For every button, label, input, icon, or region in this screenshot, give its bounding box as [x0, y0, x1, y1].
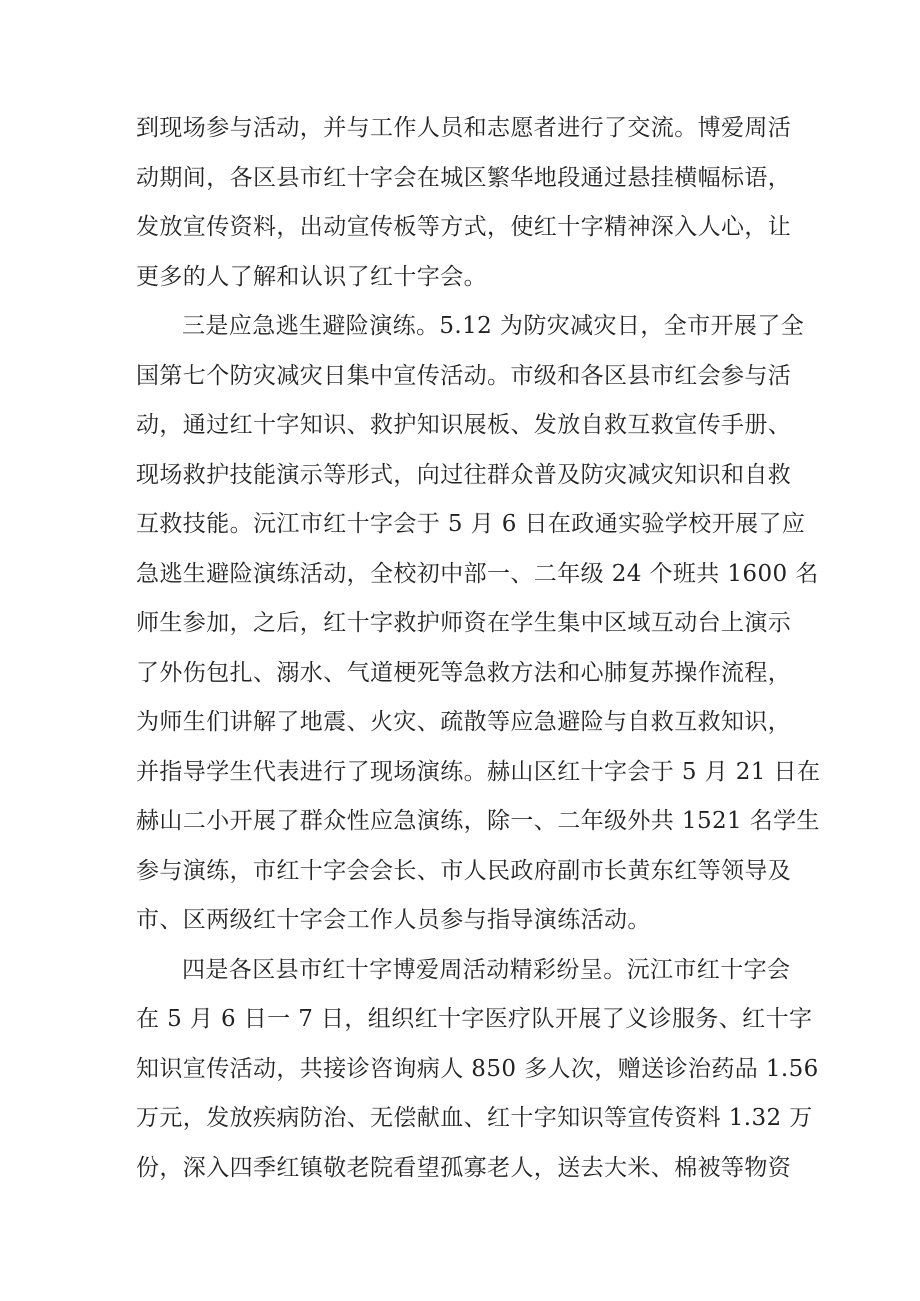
paragraph [136, 302, 821, 946]
text-line: 为师生们讲解了地震、火灾、疏散等应急避险与自救互救知识， [136, 709, 792, 735]
text-line: 市、区两级红十字会工作人员参与指导演练活动。 [136, 907, 651, 933]
document-body [136, 104, 821, 1193]
paragraph [136, 104, 790, 302]
text-line: 三是应急逃生避险演练。5.12 为防灾减灾日，全市开展了全 [182, 313, 805, 339]
text-line: 四是各区县市红十字博爱周活动精彩纷呈。沅江市红十字会 [182, 956, 791, 983]
text-line: 了外伤包扎、溺水、气道梗死等急救方法和心肺复苏操作流程， [136, 659, 792, 686]
paragraph [136, 946, 819, 1194]
text-line: 急逃生避险演练活动，全校初中部一、二年级 24 个班共 1600 名 [136, 560, 819, 587]
text-line: 知识宣传活动，共接诊咨询病人 850 多人次，赠送诊治药品 1.56 [136, 1055, 819, 1082]
text-line: 参与演练，市红十字会会长、市人民政府副市长黄东红等领导及 [136, 857, 792, 884]
text-line: 师生参加，之后，红十字救护师资在学生集中区域互动台上演示 [136, 610, 792, 636]
text-line: 更多的人了解和认识了红十字会。 [136, 263, 487, 290]
text-line: 互救技能。沅江市红十字会于 5 月 6 日在政通实验学校开展了应 [136, 511, 806, 537]
text-line: 赫山二小开展了群众性应急演练，除一、二年级外共 1521 名学生 [136, 808, 820, 834]
text-line: 国第七个防灾减灾日集中宣传活动。市级和各区县市红会参与活 [136, 362, 792, 389]
text-line: 并指导学生代表进行了现场演练。赫山区红十字会于 5 月 21 日在 [136, 758, 821, 785]
text-line: 在 5 月 6 日一 7 日，组织红十字医疗队开展了义诊服务、红十字 [136, 1006, 813, 1032]
text-line: 动，通过红十字知识、救护知识展板、发放自救互救宣传手册、 [136, 412, 792, 438]
text-line: 万元，发放疾病防治、无偿献血、红十字知识等宣传资料 1.32 万 [136, 1105, 813, 1131]
text-line: 到现场参与活动，并与工作人员和志愿者进行了交流。博爱周活 [136, 115, 792, 141]
text-line: 份，深入四季红镇敬老院看望孤寡老人，送去大米、棉被等物资 [136, 1154, 792, 1181]
text-line: 现场救护技能演示等形式，向过往群众普及防灾减灾知识和自救 [136, 461, 792, 488]
text-line: 动期间，各区县市红十字会在城区繁华地段通过悬挂横幅标语， [136, 164, 792, 191]
text-line: 发放宣传资料，出动宣传板等方式，使红十字精神深入人心，让 [136, 214, 792, 240]
